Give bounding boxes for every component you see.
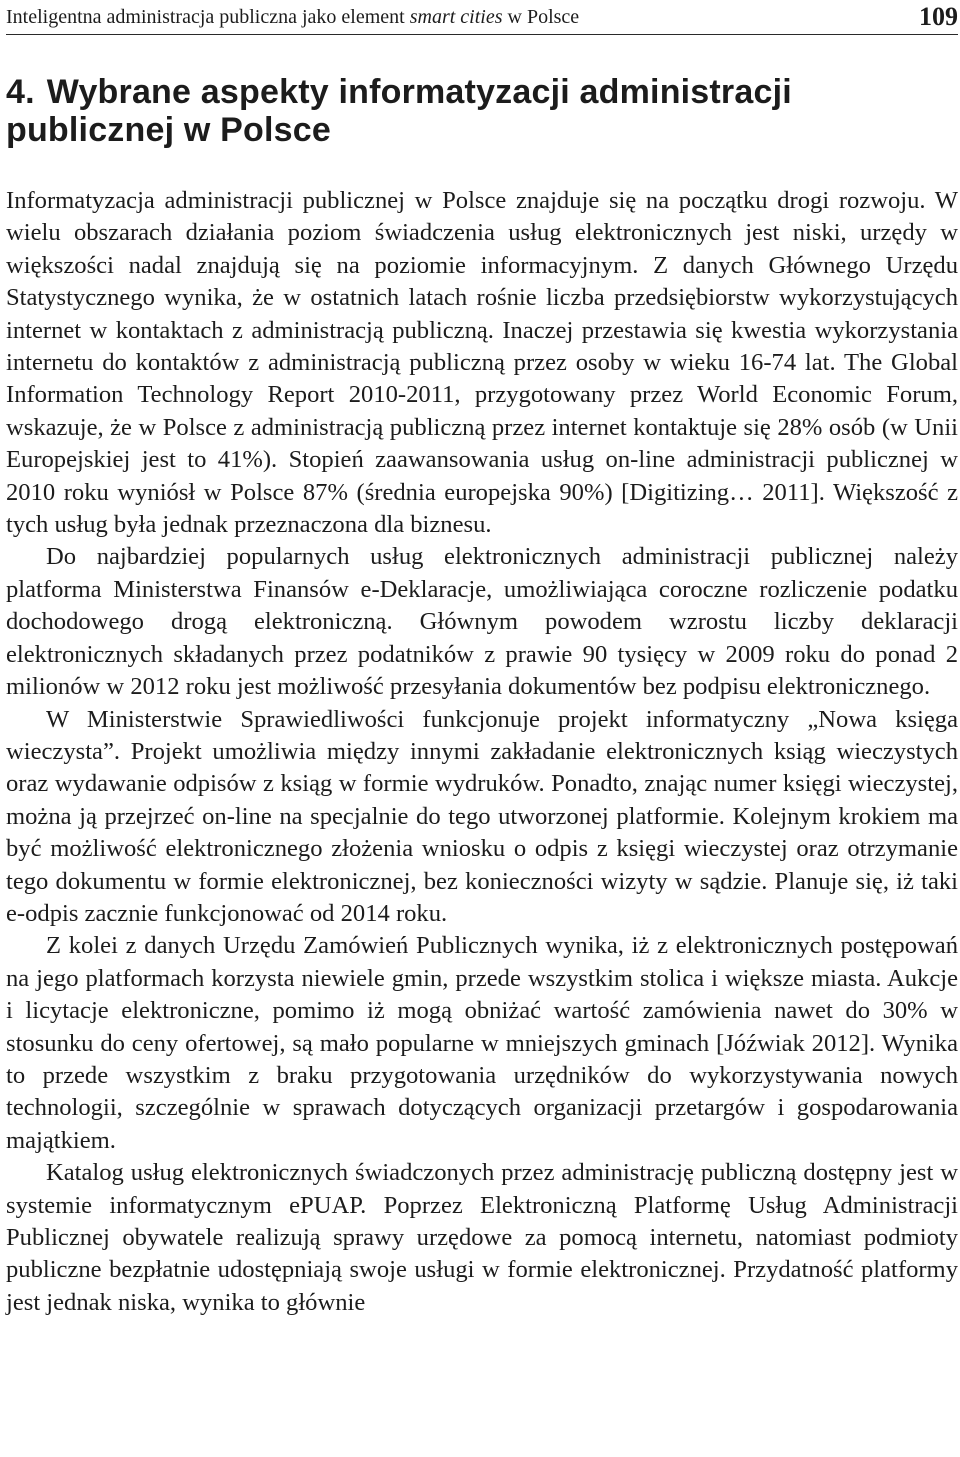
paragraph-4: Z kolei z danych Urzędu Zamówień Publicznych wynika, iż z elektronicznych postępowań na jego platformach korzysta niewiele gmin, przede wszystkim stolica i większe miasta. Aukcje i licytacje elektroniczne, pomimo iż mogą obniżać wartość zamówienia nawet do 30% w stosunku do ceny ofertowej, są mało popularne w mniejszych gminach [Jóźwiak 2012]. Wynika to przede wszystkim z braku przygotowania urzędników do wykorzystywania nowych technologii, szczególnie w sprawach dotyczących organizacji przetargów i gospodarowania majątkiem. [6,932,958,1154]
chapter-heading [6,73,958,149]
chapter-title: Wybrane aspekty informatyzacji administracji publicznej w Polsce [6,73,792,149]
header-title-part2: w Polsce [502,6,580,28]
page-number: 109 [919,2,958,31]
running-header-title [6,0,579,34]
paragraph-1: Informatyzacja administracji publicznej w Polsce znajduje się na początku drogi rozwoju. W wielu obszarach działania poziom świadczenia usług elektronicznych jest niski, urzędy w większości nadal znajdują się na poziomie informacyjnym. Z danych Głównego Urzędu Statystycznego wynika, że w ostatnich latach rośnie liczba przedsiębiorstw wykorzystujących internet w kontaktach z administracją publiczną. Inaczej przestawia się kwestia wykorzystania internetu do kontaktów z administracją publiczną przez osoby w wieku 16-74 lat. The Global Information Technology Report 2010-2011, przygotowany przez World Economic Forum, wskazuje, że w Polsce z administracją publiczną przez internet kontaktuje się 28% osób (w Unii Europejskiej jest to 41%). Stopień zaawansowania usług on-line administracji publicznej w 2010 roku wyniósł w Polsce 87% (średnia europejska 90%) [Digitizing… 2011]. Większość z tych usług była jednak przeznaczona dla biznesu. [6,187,958,539]
header-title-part1: Inteligentna administracja publiczna jako element [6,6,410,28]
paragraph-2: Do najbardziej popularnych usług elektronicznych administracji publicznej należy platforma Ministerstwa Finansów e-Deklaracje, umożliwiająca coroczne rozliczenie podatku dochodowego drogą elektroniczną. Głównym powodem wzrostu liczby deklaracji elektronicznych składanych przez podatników z prawie 90 tysięcy w 2009 roku do ponad 2 milionów w 2012 roku jest możliwość przesyłania dokumentów bez podpisu elektronicznego. [6,543,958,701]
chapter-number: 4. [6,73,35,111]
paragraph-3: W Ministerstwie Sprawiedliwości funkcjonuje projekt informatyczny „Nowa księga wieczysta”. Projekt umożliwia między innymi zakładanie elektronicznych ksiąg wieczystych oraz wydawanie odpisów z ksiąg w formie wydruków. Ponadto, znając numer księgi wieczystej, można ją przejrzeć on-line na specjalnie do tego utworzonej platformie. Kolejnym krokiem ma być możliwość elektronicznego złożenia wniosku o odpis z księgi wieczystej oraz otrzymanie tego dokumentu w formie elektronicznej, bez konieczności wizyty w sądzie. Planuje się, iż taki e-odpis zacznie funkcjonować od 2014 roku. [6,705,958,927]
header-title-italic: smart cities [409,6,503,28]
running-header [6,0,958,35]
paragraph-5: Katalog usług elektronicznych świadczonych przez administrację publiczną dostępny jest w systemie informatycznym ePUAP. Poprzez Elektroniczną Platformę Usług Administracji Publicznej obywatele realizują sprawy urzędowe za pomocą internetu, natomiast podmioty publiczne bezpłatnie udostępniają swoje usługi w formie elektronicznej. Przydatność platformy jest jednak niska, wynika to głównie [6,1159,958,1316]
body-text [6,185,958,1319]
document-page [6,0,958,1319]
